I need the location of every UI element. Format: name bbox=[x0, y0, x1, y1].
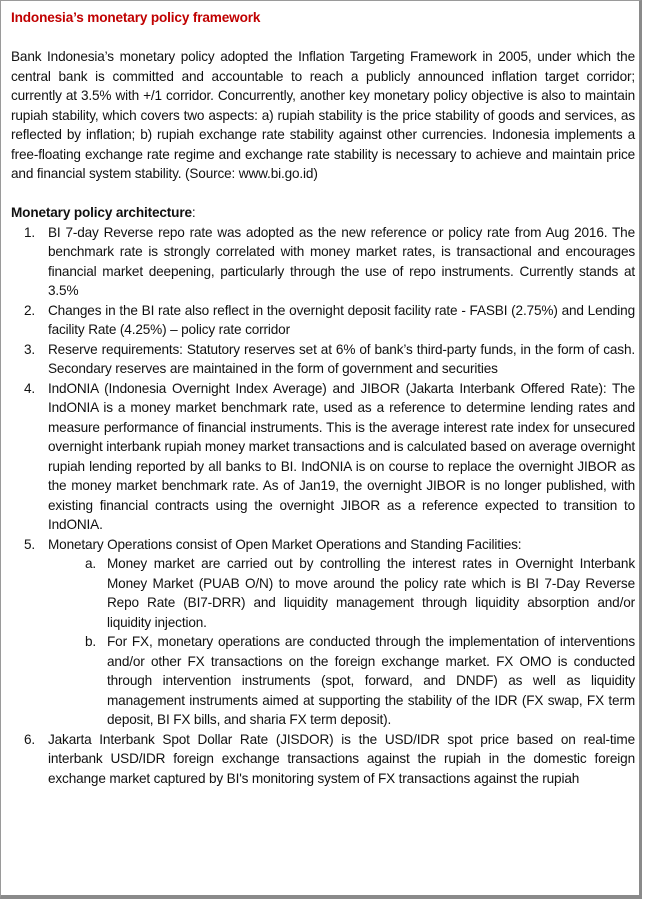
list-item-number: 4. bbox=[24, 380, 36, 396]
sublist-item-letter: a. bbox=[85, 556, 97, 571]
sublist-item-text: Money market are carried out by controlling the interest rates in Overnight Interbank Money Market (PUAB O/N) to move around the policy rate which is BI 7-Day Reverse Repo Rate (BI7-DRR) and liquidity management through liquidity absorption and/or liquidity injection. bbox=[107, 556, 635, 630]
list-item bbox=[11, 301, 635, 340]
list-item-text: Changes in the BI rate also reflect in the overnight deposit facility rate - FASBI (2.75%) and Lending facility Rate (4.25%) – policy rate corridor bbox=[48, 302, 635, 337]
sublist-item bbox=[48, 632, 635, 730]
list-item-number: 2. bbox=[24, 302, 36, 318]
list-item-number: 3. bbox=[24, 341, 36, 357]
architecture-list-continued bbox=[11, 730, 635, 789]
list-item-text: Reserve requirements: Statutory reserves set at 6% of bank’s third-party funds, in the form of cash. Secondary reserves are maintained in the form of government and securities bbox=[48, 341, 635, 376]
list-item bbox=[11, 379, 635, 535]
list-item-text: Jakarta Interbank Spot Dollar Rate (JISDOR) is the USD/IDR spot price based on real-time interbank USD/IDR foreign exchange transactions against the rupiah in the domestic foreign exchange market captured by BI's monitoring system of FX transactions against the rupiah bbox=[48, 731, 635, 786]
list-item-number: 6. bbox=[24, 731, 36, 747]
list-item bbox=[11, 730, 635, 789]
architecture-list bbox=[11, 223, 635, 555]
section-heading-text: Monetary policy architecture bbox=[11, 205, 192, 220]
sublist-item-text: For FX, monetary operations are conducted through the implementation of interventions and/or other FX transactions on the foreign exchange market. FX OMO is conducted through intervention instruments (spot, forward, and DNDF) as well as liquidity management instruments aimed at supporting the stability of the IDR (FX swap, FX term deposit, BI FX bills, and sharia FX term deposit). bbox=[107, 634, 635, 727]
document-body bbox=[11, 8, 635, 788]
intro-paragraph: Bank Indonesia’s monetary policy adopted the Inflation Targeting Framework in 2005, under which the central bank is committed and accountable to reach a publicly announced inflation target corridor; currently at 3.5% with +/1 corridor. Concurrently, another key monetary policy objective is also to maintain rupiah stability, which covers two aspects: a) rupiah stability is the price stability of goods and services, as reflected by inflation; b) rupiah exchange rate stability against other currencies. Indonesia implements a free-floating exchange rate regime and exchange rate stability is necessary to achieve and maintain price and financial system stability. (Source: www.bi.go.id) bbox=[11, 49, 635, 181]
monetary-operations-sublist bbox=[11, 554, 635, 730]
document-title: Indonesia’s monetary policy framework bbox=[11, 10, 261, 25]
sublist-item-letter: b. bbox=[85, 634, 97, 649]
list-item-text: BI 7-day Reverse repo rate was adopted as the new reference or policy rate from Aug 2016. The benchmark rate is strongly correlated with money market rates, is transactional and encourages financial market deepening, particularly through the use of repo instruments. Currently stands at 3.5% bbox=[48, 224, 635, 298]
section-heading-colon: : bbox=[191, 205, 196, 220]
list-item-number: 5. bbox=[24, 536, 36, 552]
list-item bbox=[11, 340, 635, 379]
list-item-text: IndONIA (Indonesia Overnight Index Average) and JIBOR (Jakarta Interbank Offered Rate): The IndONIA is a money market benchmark rate, used as a reference to determine lending rates and measure performance of financial instruments. This is the average interest rate index for unsecured overnight interbank rupiah money market transactions and is calculated based on average overnight rupiah lending reported by all banks to BI. IndONIA is on course to replace the overnight JIBOR as the money market benchmark rate. As of Jan19, the overnight JIBOR is no longer published, with existing financial contracts using the overnight JIBOR as a reference expected to transition to IndONIA. bbox=[48, 380, 635, 532]
sublist-item bbox=[48, 554, 635, 632]
section-heading bbox=[11, 203, 635, 223]
list-item-number: 1. bbox=[24, 224, 36, 240]
list-item-text: Monetary Operations consist of Open Market Operations and Standing Facilities: bbox=[48, 536, 522, 552]
list-item bbox=[11, 223, 635, 301]
list-item bbox=[11, 535, 635, 555]
